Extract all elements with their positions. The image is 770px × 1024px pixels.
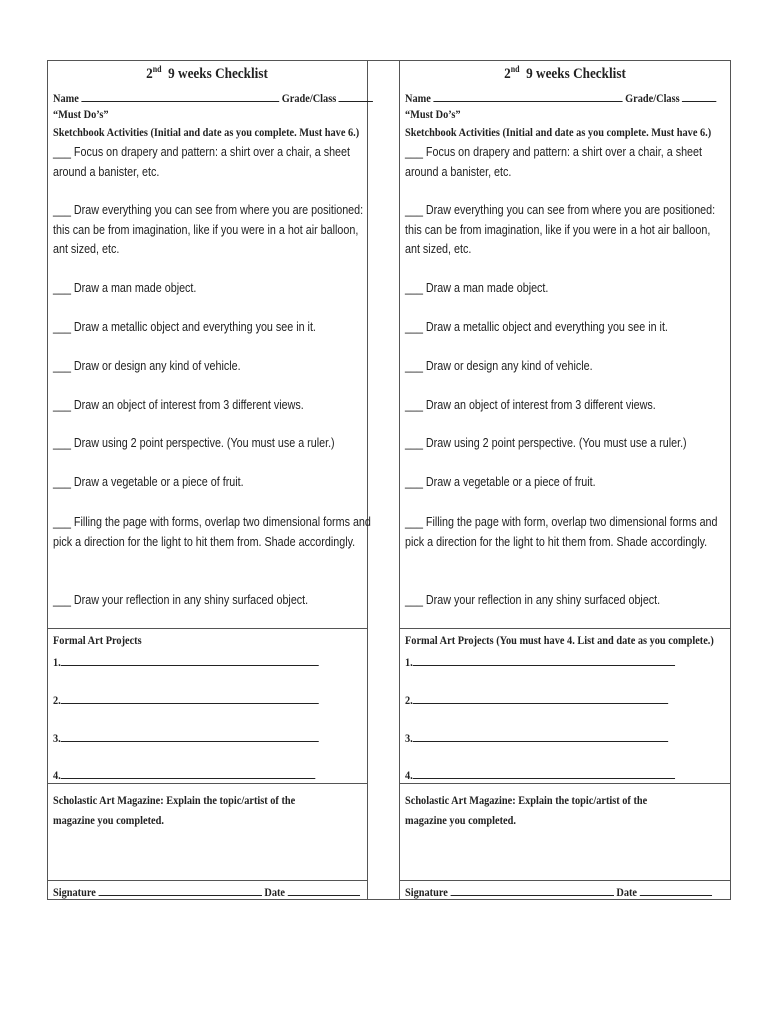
project-field[interactable] [61,691,319,704]
signature-label: Signature [405,885,448,899]
activity-item[interactable]: ___ Draw a vegetable or a piece of fruit. [53,475,244,489]
project-number: 2. [53,693,61,707]
activity-item[interactable]: ___ Draw a metallic object and everything you see in it. [53,320,316,334]
project-number: 3. [405,731,413,745]
date-label: Date [264,885,286,899]
project-number: 3. [53,731,61,745]
activity-item[interactable]: ___ Draw or design any kind of vehicle. [405,359,593,373]
activity-item[interactable]: ___ Draw a vegetable or a piece of fruit. [405,475,596,489]
signature-line [53,883,360,900]
signature-line [405,883,712,900]
date-field[interactable] [288,883,360,896]
project-line[interactable] [53,766,315,783]
project-field[interactable] [413,729,668,742]
projects-section [399,628,731,784]
sketchbook-header: Sketchbook Activities (Initial and date as you complete. Must have 6.) [405,125,712,139]
name-label: Name [53,91,79,105]
activity-item[interactable]: ___ Draw using 2 point perspective. (You must use a ruler.) [405,436,687,450]
signature-section [399,880,731,900]
project-number: 2. [405,693,413,707]
projects-section [47,628,367,784]
sketchbook-header: Sketchbook Activities (Initial and date as you complete. Must have 6.) [53,125,360,139]
activity-item[interactable]: ___ Filling the page with forms, overlap two dimensional forms and pick a direction for the light to hit them from. Shade accordingly. [53,515,371,549]
project-line[interactable] [405,729,668,746]
project-field[interactable] [413,691,668,704]
projects-header: Formal Art Projects (You must have 4. List and date as you complete.) [405,633,714,647]
activity-item[interactable]: ___ Draw an object of interest from 3 different views. [405,398,656,412]
title-number: 2 [146,66,153,82]
name-label: Name [405,91,431,105]
signature-section [47,880,367,900]
title-text: 9 weeks Checklist [168,66,268,82]
project-number: 4. [53,768,61,782]
activity-item[interactable]: ___ Draw your reflection in any shiny surfaced object. [53,593,309,607]
activity-item[interactable]: ___ Draw or design any kind of vehicle. [53,359,241,373]
activity-item[interactable]: ___ Draw your reflection in any shiny surfaced object. [405,593,661,607]
magazine-section[interactable] [47,784,367,880]
signature-field[interactable] [98,883,261,896]
activities-section [47,60,371,628]
title-number: 2 [504,66,511,82]
magazine-prompt: Scholastic Art Magazine: Explain the topic/artist of the magazine you completed. [405,793,648,827]
title-superscript: nd [152,64,162,74]
project-field[interactable] [61,653,319,666]
project-number: 1. [405,655,413,669]
grade-field[interactable] [682,89,716,102]
project-line[interactable] [405,653,675,670]
grade-label: Grade/Class [281,91,337,105]
name-line [405,89,717,106]
must-dos-heading: “Must Do’s” [405,107,461,121]
activity-item[interactable]: ___ Focus on drapery and pattern: a shirt over a chair, a sheet around a banister, etc. [405,145,702,179]
name-line [53,89,373,106]
signature-label: Signature [53,885,96,899]
magazine-prompt: Scholastic Art Magazine: Explain the topic/artist of the magazine you completed. [53,793,296,827]
activity-item[interactable]: ___ Draw a man made object. [53,281,197,295]
activities-section [399,60,731,628]
activity-item[interactable]: ___ Draw using 2 point perspective. (You must use a ruler.) [53,436,335,450]
title-superscript: nd [510,64,520,74]
activity-item[interactable]: ___ Focus on drapery and pattern: a shirt over a chair, a sheet around a banister, etc. [53,145,350,179]
project-line[interactable] [53,729,319,746]
title-text: 9 weeks Checklist [526,66,626,82]
project-field[interactable] [413,766,675,779]
checklist-title [66,64,348,83]
project-number: 1. [53,655,61,669]
activity-item[interactable]: ___ Draw a man made object. [405,281,549,295]
activity-item[interactable]: ___ Draw everything you can see from where you are positioned: this can be from imagination, like if you were in a hot air balloon, ant sized, etc. [405,203,716,256]
project-line[interactable] [405,766,675,783]
activity-item[interactable]: ___ Draw a metallic object and everything you see in it. [405,320,668,334]
date-field[interactable] [640,883,712,896]
activity-item[interactable]: ___ Draw everything you can see from where you are positioned: this can be from imagination, like if you were in a hot air balloon, ant sized, etc. [53,203,364,256]
grade-field[interactable] [339,89,373,102]
checklist-left [47,60,371,900]
project-field[interactable] [413,653,675,666]
project-line[interactable] [53,653,319,670]
checklist-title [419,64,711,83]
checklist-right [399,60,731,900]
activity-item[interactable]: ___ Filling the page with form, overlap two dimensional forms and pick a direction for the light to hit them from. Shade accordingly. [405,515,718,549]
project-field[interactable] [61,729,319,742]
project-line[interactable] [405,691,668,708]
project-field[interactable] [61,766,316,779]
projects-header: Formal Art Projects [53,633,142,647]
name-field[interactable] [433,89,622,102]
signature-field[interactable] [450,883,613,896]
activity-item[interactable]: ___ Draw an object of interest from 3 different views. [53,398,304,412]
magazine-section[interactable] [399,784,731,880]
date-label: Date [616,885,638,899]
checklist-sheet [47,60,731,900]
grade-label: Grade/Class [625,91,680,105]
project-number: 4. [405,768,413,782]
name-field[interactable] [81,89,279,102]
must-dos-heading: “Must Do’s” [53,107,109,121]
project-line[interactable] [53,691,319,708]
